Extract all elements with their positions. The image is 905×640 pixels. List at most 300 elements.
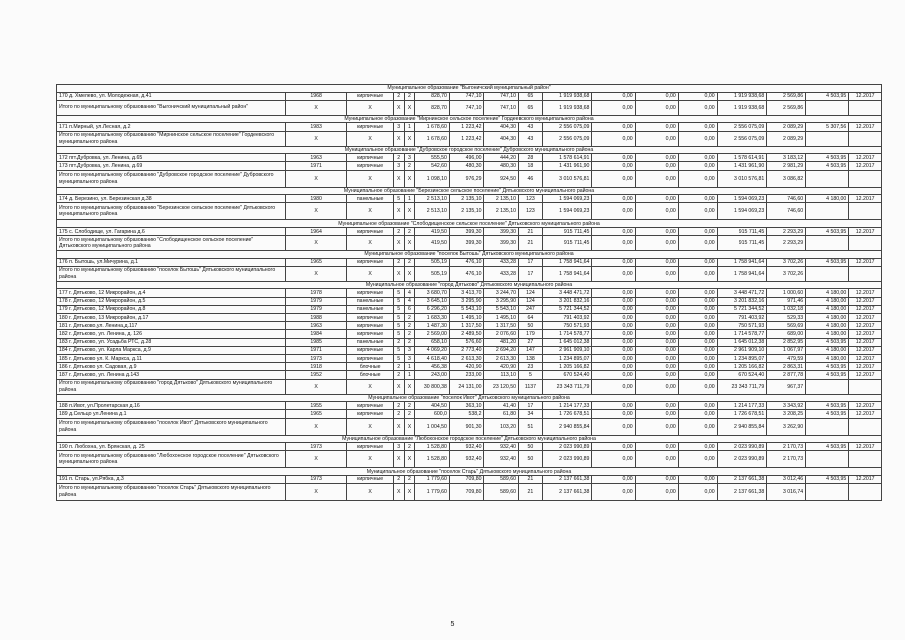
cell-residential-area: 1 223,42: [449, 123, 484, 131]
cell-owner-cost: 0,00: [678, 258, 717, 266]
cell-budget-cost: 0,00: [635, 123, 678, 131]
cell-wall-material: кирпичные: [347, 258, 393, 266]
cell-fund-cost: 0,00: [592, 227, 635, 235]
table-row: [57, 371, 882, 379]
cell-entrances: 3: [404, 354, 415, 362]
cell-residential-area: 5 543,10: [449, 305, 484, 313]
cell-other-cost: 2 137 661,38: [717, 484, 767, 501]
cell-total-area: 2 513,10: [415, 203, 450, 220]
cell-other-cost: 791 403,92: [717, 314, 767, 322]
cell-total-area: 1 098,10: [415, 170, 450, 187]
table-row: [57, 154, 882, 162]
cell-residential-area: 496,00: [449, 154, 484, 162]
cell-year: 1984: [285, 330, 347, 338]
cell-residential-area: 538,2: [449, 410, 484, 418]
cell-fund-cost: 0,00: [592, 475, 635, 483]
cell-residential-area: 363,10: [449, 402, 484, 410]
cell-owned-area: 61,80: [484, 410, 519, 418]
cell-total-area: 2 569,00: [415, 330, 450, 338]
cell-unit-cost: 2 089,29: [767, 131, 806, 146]
cell-total-area: 505,19: [415, 266, 450, 281]
cell-entrances: 2: [404, 162, 415, 170]
cell-total-cost: 1 594 069,23: [542, 195, 592, 203]
cell-max-unit-cost: [806, 170, 849, 187]
cell-budget-cost: 0,00: [635, 92, 678, 100]
cell-budget-cost: 0,00: [635, 330, 678, 338]
cell-wall-material: X: [347, 100, 393, 115]
cell-total-cost: 1 431 961,90: [542, 162, 592, 170]
cell-total-cost: 1 214 177,33: [542, 402, 592, 410]
cell-total-area: 243,00: [415, 371, 450, 379]
cell-deadline: 12.2017: [849, 258, 882, 266]
cell-owned-area: 589,60: [484, 484, 519, 501]
cell-residential-area: 709,80: [449, 484, 484, 501]
cell-owned-area: 932,40: [484, 451, 519, 468]
cell-other-cost: 1 205 166,82: [717, 363, 767, 371]
cell-total-cost: 1 919 938,68: [542, 92, 592, 100]
cell-deadline: 12.2017: [849, 330, 882, 338]
cell-residents: 147: [519, 346, 543, 354]
cell-total-area: 1 004,50: [415, 418, 450, 435]
cell-residents: 28: [519, 154, 543, 162]
cell-max-unit-cost: 4 503,95: [806, 402, 849, 410]
cell-total-cost: 2 023 990,89: [542, 451, 592, 468]
table-row: [57, 289, 882, 297]
cell-address: 183 г. Дятьково, ул. Усадьба РТС, д.28: [57, 338, 286, 346]
cell-owned-area: 2 076,60: [484, 330, 519, 338]
table-row: [57, 227, 882, 235]
cell-fund-cost: 0,00: [592, 131, 635, 146]
cell-address: 191 п. Старь, ул.Рябка, д.3: [57, 475, 286, 483]
cell-address: 178 г. Дятьково, 12 Микрорайон, д.5: [57, 297, 286, 305]
cell-max-unit-cost: 4 180,00: [806, 297, 849, 305]
cell-floors: X: [393, 170, 404, 187]
cell-owner-cost: 0,00: [678, 338, 717, 346]
cell-budget-cost: 0,00: [635, 379, 678, 394]
cell-unit-cost: 1 032,18: [767, 305, 806, 313]
cell-unit-cost: 3 016,74: [767, 484, 806, 501]
cell-deadline: [849, 266, 882, 281]
cell-floors: X: [393, 131, 404, 146]
cell-total-area: 1 528,80: [415, 451, 450, 468]
cell-year: 1955: [285, 402, 347, 410]
cell-entrances: 2: [404, 322, 415, 330]
cell-fund-cost: 0,00: [592, 123, 635, 131]
subtotal-row: [57, 418, 882, 435]
cell-residents: 17: [519, 258, 543, 266]
cell-address: 186 г. Дятьково ул. Садовая, д.9: [57, 363, 286, 371]
cell-floors: 5: [393, 346, 404, 354]
cell-max-unit-cost: [806, 236, 849, 251]
cell-deadline: 12.2017: [849, 162, 882, 170]
cell-fund-cost: 0,00: [592, 330, 635, 338]
cell-owner-cost: 0,00: [678, 289, 717, 297]
cell-owned-area: 399,30: [484, 227, 519, 235]
cell-total-cost: 1 645 012,38: [542, 338, 592, 346]
cell-deadline: [849, 131, 882, 146]
cell-wall-material: панельные: [347, 297, 393, 305]
cell-residents: 46: [519, 170, 543, 187]
cell-deadline: [849, 484, 882, 501]
cell-owned-area: 113,10: [484, 371, 519, 379]
cell-total-area: 3 645,10: [415, 297, 450, 305]
cell-entrances: 2: [404, 402, 415, 410]
cell-residents: 123: [519, 203, 543, 220]
cell-floors: 5: [393, 330, 404, 338]
cell-total-cost: 915 711,45: [542, 236, 592, 251]
cell-other-cost: 2 556 075,09: [717, 131, 767, 146]
cell-address: Итого по муниципальному образованию "Выгоничский муниципальный район": [57, 100, 286, 115]
cell-deadline: 12.2017: [849, 402, 882, 410]
cell-address: 188 п.Ивот, ул.Пролетарская д.16: [57, 402, 286, 410]
cell-total-cost: 1 919 938,68: [542, 100, 592, 115]
cell-floors: 5: [393, 354, 404, 362]
cell-year: 1973: [285, 354, 347, 362]
cell-owned-area: 747,10: [484, 100, 519, 115]
section-header-row: [57, 435, 882, 443]
cell-fund-cost: 0,00: [592, 236, 635, 251]
subtotal-row: [57, 170, 882, 187]
cell-residents: 17: [519, 266, 543, 281]
cell-wall-material: панельные: [347, 338, 393, 346]
cell-fund-cost: 0,00: [592, 379, 635, 394]
cell-total-cost: 2 940 855,84: [542, 418, 592, 435]
cell-residential-area: 233,00: [449, 371, 484, 379]
cell-year: 1952: [285, 371, 347, 379]
cell-address: Итого по муниципальному образованию "Любохонское городское поселение" Дятьковского муниципального района: [57, 451, 286, 468]
cell-total-area: 505,19: [415, 258, 450, 266]
cell-budget-cost: 0,00: [635, 100, 678, 115]
cell-floors: 3: [393, 162, 404, 170]
cell-residential-area: 747,10: [449, 92, 484, 100]
cell-owner-cost: 0,00: [678, 314, 717, 322]
cell-total-area: 1 678,60: [415, 123, 450, 131]
cell-year: 1971: [285, 346, 347, 354]
cell-year: 1973: [285, 475, 347, 483]
table-row: [57, 402, 882, 410]
cell-entrances: 1: [404, 363, 415, 371]
cell-entrances: 3: [404, 154, 415, 162]
cell-owned-area: 404,30: [484, 131, 519, 146]
cell-budget-cost: 0,00: [635, 371, 678, 379]
cell-max-unit-cost: 4 503,95: [806, 475, 849, 483]
cell-residents: 21: [519, 227, 543, 235]
cell-wall-material: кирпичные: [347, 314, 393, 322]
cell-other-cost: 1 919 938,68: [717, 92, 767, 100]
cell-fund-cost: 0,00: [592, 203, 635, 220]
cell-address: 181 г. Дятьково,ул. Ленина,д.117: [57, 322, 286, 330]
cell-owner-cost: 0,00: [678, 162, 717, 170]
cell-unit-cost: 3 012,46: [767, 475, 806, 483]
cell-residential-area: 1 223,42: [449, 131, 484, 146]
cell-year: X: [285, 451, 347, 468]
cell-owned-area: 2 135,10: [484, 195, 519, 203]
table-row: [57, 195, 882, 203]
cell-budget-cost: 0,00: [635, 258, 678, 266]
cell-fund-cost: 0,00: [592, 338, 635, 346]
cell-budget-cost: 0,00: [635, 475, 678, 483]
cell-fund-cost: 0,00: [592, 451, 635, 468]
housing-register-table: [56, 84, 882, 501]
cell-deadline: 12.2017: [849, 92, 882, 100]
cell-deadline: [849, 203, 882, 220]
section-title: Муниципальное образование "Дубровское городское поселение" Дубровского муниципального района: [57, 146, 882, 154]
cell-owner-cost: 0,00: [678, 484, 717, 501]
cell-owned-area: 433,28: [484, 258, 519, 266]
cell-year: 1971: [285, 162, 347, 170]
cell-other-cost: 1 594 069,23: [717, 203, 767, 220]
cell-entrances: X: [404, 100, 415, 115]
cell-entrances: X: [404, 203, 415, 220]
cell-year: 1918: [285, 363, 347, 371]
cell-address: 187 г. Дятьково, ул. Ленина д.143: [57, 371, 286, 379]
cell-wall-material: панельные: [347, 305, 393, 313]
cell-unit-cost: 971,46: [767, 297, 806, 305]
cell-max-unit-cost: [806, 418, 849, 435]
cell-residential-area: 2 613,30: [449, 354, 484, 362]
cell-owner-cost: 0,00: [678, 131, 717, 146]
cell-entrances: X: [404, 418, 415, 435]
subtotal-row: [57, 203, 882, 220]
cell-year: 1965: [285, 410, 347, 418]
cell-owned-area: 481,20: [484, 338, 519, 346]
cell-other-cost: 1 594 069,23: [717, 195, 767, 203]
cell-unit-cost: 2 852,95: [767, 338, 806, 346]
cell-residents: 43: [519, 123, 543, 131]
cell-total-cost: 1 714 578,77: [542, 330, 592, 338]
cell-total-area: 6 296,20: [415, 305, 450, 313]
table-row: [57, 322, 882, 330]
cell-unit-cost: 2 293,29: [767, 227, 806, 235]
section-header-row: [57, 187, 882, 195]
cell-wall-material: X: [347, 203, 393, 220]
cell-owner-cost: 0,00: [678, 236, 717, 251]
cell-wall-material: кирпичные: [347, 346, 393, 354]
cell-total-cost: 915 711,45: [542, 227, 592, 235]
section-title: Муниципальное образование "Любохонское городское поселение" Дятьковского муниципального района: [57, 435, 882, 443]
cell-entrances: X: [404, 131, 415, 146]
cell-owner-cost: 0,00: [678, 100, 717, 115]
cell-residents: 65: [519, 92, 543, 100]
cell-budget-cost: 0,00: [635, 236, 678, 251]
cell-total-cost: 791 403,92: [542, 314, 592, 322]
cell-max-unit-cost: [806, 266, 849, 281]
cell-budget-cost: 0,00: [635, 322, 678, 330]
cell-floors: 5: [393, 314, 404, 322]
section-header-row: [57, 281, 882, 289]
cell-residents: 65: [519, 100, 543, 115]
cell-owner-cost: 0,00: [678, 203, 717, 220]
cell-residential-area: 24 131,00: [449, 379, 484, 394]
cell-deadline: 12.2017: [849, 305, 882, 313]
cell-floors: X: [393, 418, 404, 435]
cell-entrances: 4: [404, 297, 415, 305]
cell-fund-cost: 0,00: [592, 297, 635, 305]
section-title: Муниципальное образование "поселок Старь" Дятьковского муниципального района: [57, 468, 882, 476]
cell-residential-area: 3 413,70: [449, 289, 484, 297]
cell-residents: 21: [519, 236, 543, 251]
cell-unit-cost: 3 262,90: [767, 418, 806, 435]
cell-total-cost: 2 137 661,38: [542, 484, 592, 501]
cell-unit-cost: 3 183,12: [767, 154, 806, 162]
cell-year: X: [285, 418, 347, 435]
cell-owner-cost: 0,00: [678, 92, 717, 100]
table-row: [57, 443, 882, 451]
cell-wall-material: кирпичные: [347, 402, 393, 410]
cell-deadline: 12.2017: [849, 297, 882, 305]
cell-fund-cost: 0,00: [592, 266, 635, 281]
section-title: Муниципальное образование "город Дятьково" Дятьковского муниципального района: [57, 281, 882, 289]
table-row: [57, 305, 882, 313]
cell-total-cost: 2 556 075,09: [542, 123, 592, 131]
cell-deadline: 12.2017: [849, 354, 882, 362]
cell-owned-area: 480,30: [484, 162, 519, 170]
cell-budget-cost: 0,00: [635, 484, 678, 501]
cell-max-unit-cost: 4 503,95: [806, 258, 849, 266]
cell-address: Итого по муниципальному образованию "поселок Ивот" Дятьковского муниципального района: [57, 418, 286, 435]
cell-owned-area: 103,20: [484, 418, 519, 435]
cell-year: 1988: [285, 314, 347, 322]
cell-deadline: 12.2017: [849, 123, 882, 131]
cell-max-unit-cost: [806, 131, 849, 146]
cell-other-cost: 750 571,93: [717, 322, 767, 330]
cell-owner-cost: 0,00: [678, 451, 717, 468]
cell-other-cost: 2 023 990,89: [717, 443, 767, 451]
cell-year: 1963: [285, 322, 347, 330]
cell-unit-cost: 3 086,82: [767, 170, 806, 187]
cell-floors: X: [393, 236, 404, 251]
cell-wall-material: X: [347, 131, 393, 146]
cell-residential-area: 576,60: [449, 338, 484, 346]
section-title: Муниципальное образование "поселок Бытошь" Дятьковского муниципального района: [57, 251, 882, 259]
cell-residential-area: 2 135,10: [449, 203, 484, 220]
cell-other-cost: 3 010 576,81: [717, 170, 767, 187]
cell-floors: 5: [393, 305, 404, 313]
cell-total-cost: 2 023 990,89: [542, 443, 592, 451]
cell-year: 1973: [285, 443, 347, 451]
cell-total-area: 419,50: [415, 236, 450, 251]
table-row: [57, 338, 882, 346]
cell-max-unit-cost: 4 503,95: [806, 154, 849, 162]
cell-unit-cost: 479,59: [767, 354, 806, 362]
cell-floors: X: [393, 484, 404, 501]
cell-deadline: 12.2017: [849, 322, 882, 330]
cell-owner-cost: 0,00: [678, 475, 717, 483]
cell-max-unit-cost: [806, 451, 849, 468]
cell-residential-area: 399,30: [449, 227, 484, 235]
cell-owned-area: 747,10: [484, 92, 519, 100]
cell-fund-cost: 0,00: [592, 354, 635, 362]
cell-total-area: 1 779,60: [415, 484, 450, 501]
cell-residents: 179: [519, 330, 543, 338]
cell-address: 179 г. Дятьково, 12 Микрорайон, д.8: [57, 305, 286, 313]
cell-fund-cost: 0,00: [592, 195, 635, 203]
cell-max-unit-cost: 4 180,00: [806, 314, 849, 322]
cell-unit-cost: 2 089,29: [767, 123, 806, 131]
cell-floors: X: [393, 266, 404, 281]
cell-budget-cost: 0,00: [635, 402, 678, 410]
cell-floors: 2: [393, 338, 404, 346]
cell-year: X: [285, 379, 347, 394]
cell-max-unit-cost: 4 503,95: [806, 410, 849, 418]
cell-owned-area: 23 120,50: [484, 379, 519, 394]
cell-entrances: X: [404, 379, 415, 394]
cell-total-area: 456,38: [415, 363, 450, 371]
cell-owned-area: 420,90: [484, 363, 519, 371]
cell-budget-cost: 0,00: [635, 266, 678, 281]
cell-wall-material: X: [347, 379, 393, 394]
cell-unit-cost: 2 569,86: [767, 100, 806, 115]
section-header-row: [57, 115, 882, 123]
cell-owned-area: 3 295,90: [484, 297, 519, 305]
cell-other-cost: 670 524,40: [717, 371, 767, 379]
subtotal-row: [57, 266, 882, 281]
table-row: [57, 410, 882, 418]
cell-unit-cost: 3 702,26: [767, 258, 806, 266]
cell-owned-area: 3 244,70: [484, 289, 519, 297]
cell-max-unit-cost: [806, 100, 849, 115]
cell-entrances: 2: [404, 443, 415, 451]
table-row: [57, 475, 882, 483]
cell-year: 1980: [285, 195, 347, 203]
cell-deadline: 12.2017: [849, 289, 882, 297]
cell-residents: 17: [519, 402, 543, 410]
cell-other-cost: 2 137 661,38: [717, 475, 767, 483]
cell-residents: 21: [519, 475, 543, 483]
cell-budget-cost: 0,00: [635, 305, 678, 313]
cell-total-cost: 2 556 075,09: [542, 131, 592, 146]
cell-owner-cost: 0,00: [678, 123, 717, 131]
cell-total-cost: 1 758 941,64: [542, 258, 592, 266]
cell-max-unit-cost: 4 503,95: [806, 227, 849, 235]
subtotal-row: [57, 131, 882, 146]
cell-entrances: 2: [404, 258, 415, 266]
cell-owner-cost: 0,00: [678, 410, 717, 418]
cell-residential-area: 476,10: [449, 258, 484, 266]
cell-budget-cost: 0,00: [635, 338, 678, 346]
cell-wall-material: кирпичные: [347, 322, 393, 330]
cell-total-area: 1 678,60: [415, 131, 450, 146]
cell-year: X: [285, 170, 347, 187]
cell-total-cost: 750 571,93: [542, 322, 592, 330]
cell-deadline: 12.2017: [849, 314, 882, 322]
cell-wall-material: кирпичные: [347, 354, 393, 362]
cell-residents: 23: [519, 363, 543, 371]
cell-budget-cost: 0,00: [635, 354, 678, 362]
page-number: 5: [450, 621, 455, 628]
cell-wall-material: кирпичные: [347, 330, 393, 338]
cell-owner-cost: 0,00: [678, 305, 717, 313]
cell-residents: 43: [519, 131, 543, 146]
cell-owner-cost: 0,00: [678, 443, 717, 451]
cell-deadline: 12.2017: [849, 410, 882, 418]
cell-budget-cost: 0,00: [635, 170, 678, 187]
cell-owned-area: 2 694,20: [484, 346, 519, 354]
cell-unit-cost: 3 702,26: [767, 266, 806, 281]
section-title: Муниципальное образование "Выгоничский муниципальный район": [57, 85, 882, 93]
cell-year: X: [285, 484, 347, 501]
cell-max-unit-cost: 5 307,56: [806, 123, 849, 131]
cell-floors: 5: [393, 289, 404, 297]
cell-year: 1965: [285, 258, 347, 266]
cell-owned-area: 2 135,10: [484, 203, 519, 220]
table-row: [57, 258, 882, 266]
cell-residential-area: 932,40: [449, 451, 484, 468]
cell-deadline: [849, 418, 882, 435]
cell-other-cost: 2 961 909,10: [717, 346, 767, 354]
cell-fund-cost: 0,00: [592, 402, 635, 410]
cell-wall-material: кирпичные: [347, 92, 393, 100]
